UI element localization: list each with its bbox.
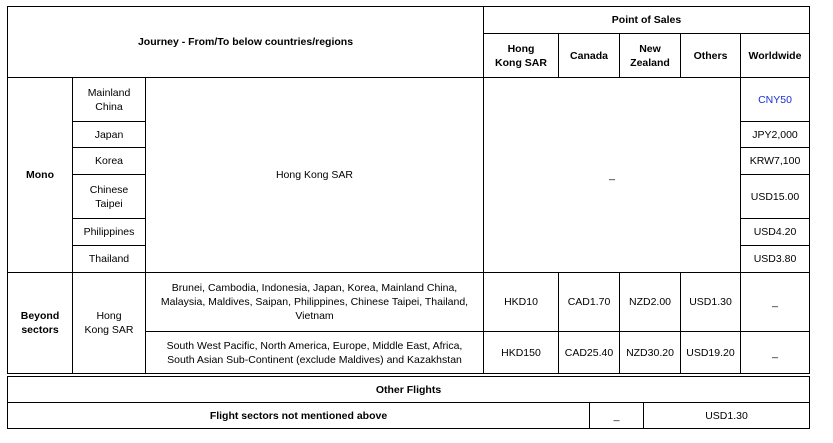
- journey-header: Journey - From/To below countries/regions: [137, 36, 354, 48]
- mono-region-korea: Korea: [94, 155, 124, 167]
- mono-worldwide-korea: KRW7,100: [749, 155, 801, 167]
- beyond-sectors-label: Beyond sectors: [20, 310, 60, 336]
- other-flights-dash: _: [613, 409, 620, 422]
- mono-pos-dash: _: [609, 169, 615, 181]
- mono-worldwide-thailand: USD3.80: [753, 253, 797, 265]
- mono-worldwide-philippines: USD4.20: [753, 226, 797, 238]
- beyond-cad-asia: CAD1.70: [567, 296, 611, 308]
- column-new-zealand: New Zealand: [630, 42, 670, 69]
- column-worldwide: Worldwide: [748, 49, 802, 62]
- beyond-worldwide-longhaul: _: [772, 346, 778, 359]
- column-hong-kong-sar: Hong Kong SAR: [495, 42, 547, 69]
- beyond-nzd-asia: NZD2.00: [628, 296, 671, 308]
- other-flights-title: Other Flights: [375, 383, 442, 396]
- beyond-worldwide-asia: _: [772, 296, 778, 308]
- beyond-others-longhaul: USD19.20: [686, 346, 735, 359]
- beyond-hkd-longhaul: HKD150: [501, 346, 541, 359]
- other-flights-value: USD1.30: [705, 409, 748, 422]
- beyond-destinations-longhaul: South West Pacific, North America, Europe, Middle East, Africa, South Asian Sub-Continent (exclude Maldives) and Kazakhstan: [166, 339, 463, 366]
- mono-region-japan: Japan: [94, 128, 124, 141]
- mono-region-philippines: Philippines: [83, 226, 135, 238]
- mono-region-mainland-china: Mainland China: [87, 86, 131, 113]
- beyond-origin: Hong Kong SAR: [84, 310, 134, 336]
- mono-region-chinese-taipei: Chinese Taipei: [89, 183, 129, 210]
- mono-worldwide-mainland-china: CNY50: [758, 93, 792, 106]
- beyond-cad-longhaul: CAD25.40: [564, 346, 614, 359]
- mono-journey: Hong Kong SAR: [275, 169, 354, 181]
- point-of-sales-header: Point of Sales: [611, 14, 682, 26]
- beyond-hkd-asia: HKD10: [504, 296, 538, 308]
- column-others: Others: [693, 49, 728, 62]
- mono-region-thailand: Thailand: [88, 253, 130, 265]
- mono-label: Mono: [26, 169, 54, 181]
- other-flights-label: Flight sectors not mentioned above: [209, 409, 388, 422]
- mono-worldwide-japan: JPY2,000: [752, 128, 798, 141]
- column-canada: Canada: [570, 49, 608, 62]
- beyond-destinations-asia: Brunei, Cambodia, Indonesia, Japan, Korea, Mainland China, Malaysia, Maldives, Saipan, Philippines, Chinese Taipei, Thailand, Vietnam: [160, 282, 469, 322]
- beyond-nzd-longhaul: NZD30.20: [626, 346, 674, 359]
- beyond-others-asia: USD1.30: [689, 296, 732, 308]
- mono-worldwide-chinese-taipei: USD15.00: [750, 190, 800, 203]
